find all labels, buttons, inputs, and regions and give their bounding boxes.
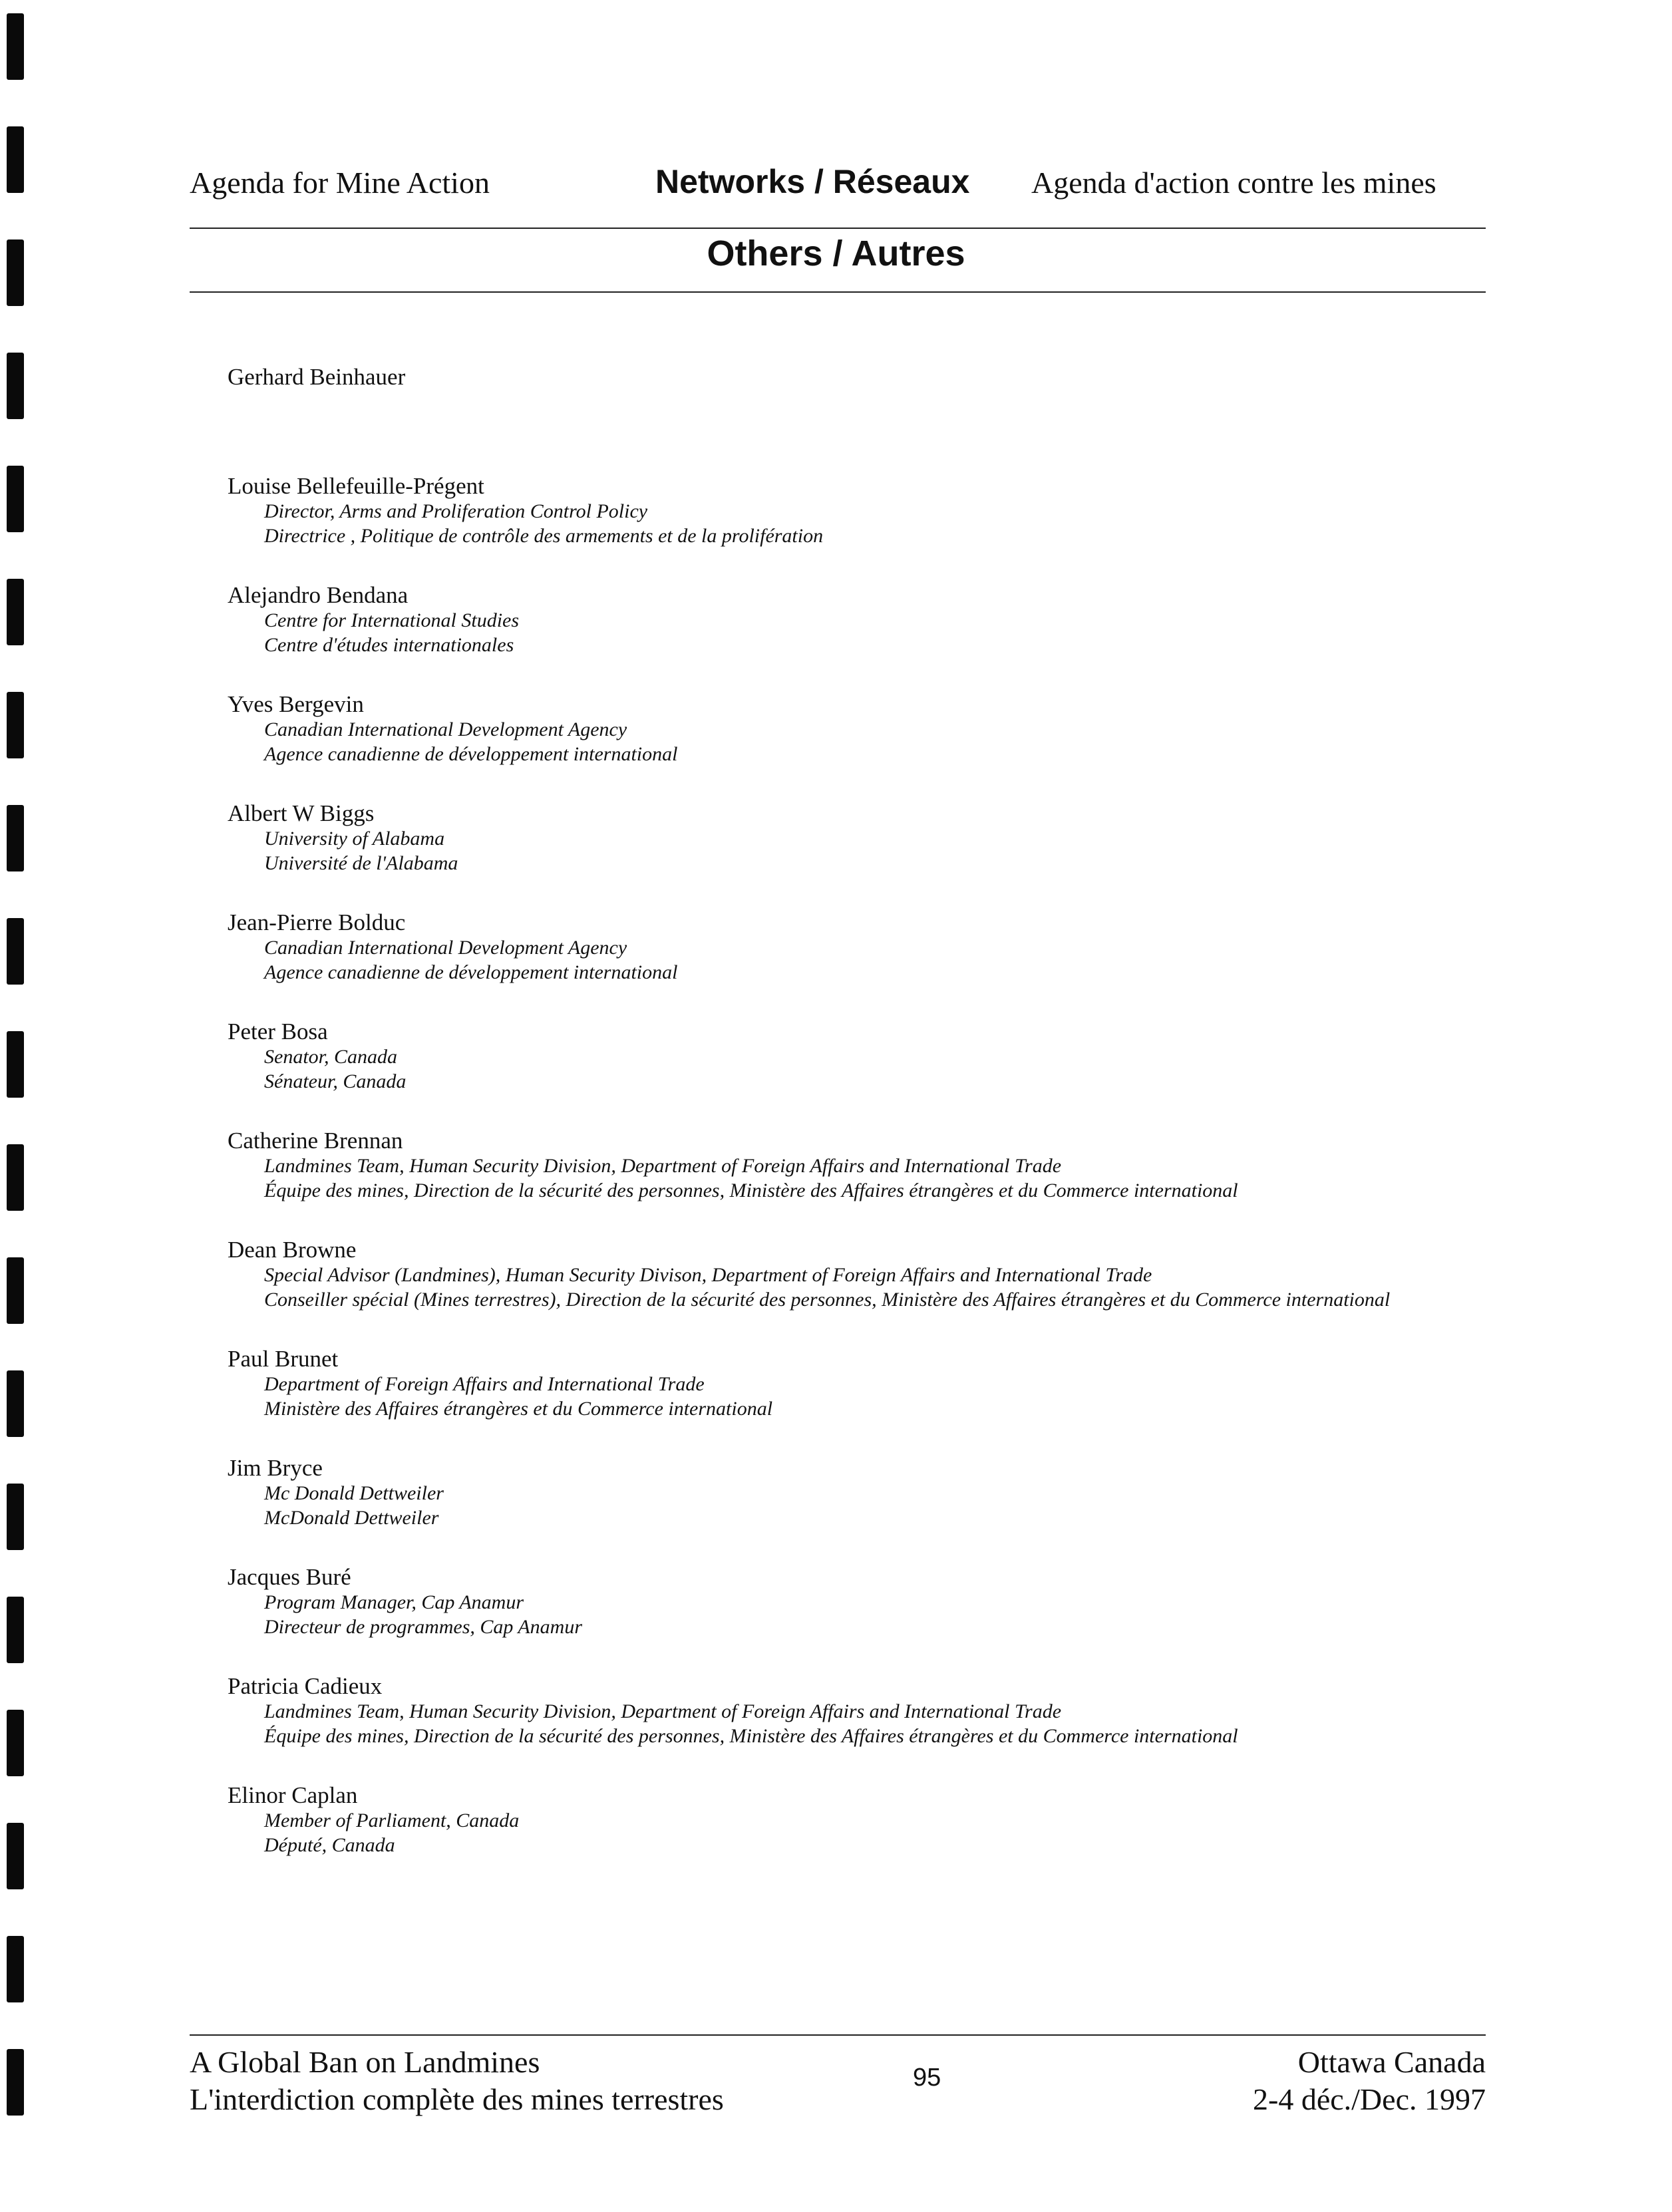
participant-entry (228, 1456, 1638, 1565)
affiliation-fr: Sénateur, Canada (264, 1070, 407, 1092)
binder-hole (7, 1597, 24, 1663)
participant-entry (228, 365, 1638, 474)
binder-hole (7, 126, 24, 193)
affiliation-en: University of Alabama (264, 828, 445, 850)
binder-hole (7, 1710, 24, 1776)
binder-hole (7, 1823, 24, 1889)
affiliation-fr: Directrice , Politique de contrôle des armements et de la prolifération (264, 525, 824, 547)
header-right-title: Agenda d'action contre les mines (1031, 166, 1436, 200)
participant-name: Albert W Biggs (228, 800, 375, 826)
affiliation-en: Director, Arms and Proliferation Control Policy (264, 500, 648, 522)
affiliation-fr: Centre d'études internationales (264, 634, 514, 656)
affiliation-fr: Équipe des mines, Direction de la sécurité des personnes, Ministère des Affaires étrangères et du Commerce international (264, 1180, 1238, 1201)
footer-left (190, 2044, 724, 2118)
affiliation-fr: McDonald Dettweiler (264, 1507, 439, 1529)
affiliation-fr: Directeur de programmes, Cap Anamur (264, 1616, 583, 1638)
affiliation-fr: Ministère des Affaires étrangères et du Commerce international (264, 1398, 773, 1420)
participant-name: Dean Browne (228, 1237, 357, 1263)
participant-name: Jacques Buré (228, 1564, 351, 1590)
affiliation-fr: Député, Canada (264, 1834, 395, 1856)
participant-entry (228, 1346, 1638, 1456)
binder-hole (7, 1257, 24, 1324)
participant-entry (228, 910, 1638, 1019)
footer-location: Ottawa Canada (1297, 2045, 1486, 2079)
participant-entry (228, 1019, 1638, 1128)
participant-list (228, 365, 1638, 1892)
binder-hole (7, 692, 24, 758)
participant-name: Catherine Brennan (228, 1128, 403, 1154)
footer-event-title-fr: L'interdiction complète des mines terrestres (190, 2082, 724, 2116)
participant-name: Jean-Pierre Bolduc (228, 909, 406, 935)
participant-entry (228, 583, 1638, 692)
affiliation-en: Program Manager, Cap Anamur (264, 1591, 524, 1613)
participant-name: Paul Brunet (228, 1346, 339, 1372)
participant-entry (228, 1674, 1638, 1783)
binder-hole (7, 353, 24, 419)
affiliation-fr: Agence canadienne de développement international (264, 743, 678, 765)
affiliation-fr: Équipe des mines, Direction de la sécurité des personnes, Ministère des Affaires étrangères et du Commerce international (264, 1725, 1238, 1747)
header-center-title: Networks / Réseaux (655, 163, 970, 200)
participant-name: Alejandro Bendana (228, 582, 409, 608)
footer-event-title-en: A Global Ban on Landmines (190, 2045, 540, 2079)
affiliation-en: Landmines Team, Human Security Division, Department of Foreign Affairs and International Trade (264, 1700, 1062, 1722)
participant-entry (228, 1128, 1638, 1237)
affiliation-fr: Agence canadienne de développement international (264, 961, 678, 983)
affiliation-en: Mc Donald Dettweiler (264, 1482, 444, 1504)
footer-right (1253, 2044, 1486, 2118)
participant-entry (228, 474, 1638, 583)
section-title: Others / Autres (707, 234, 965, 273)
participant-name: Elinor Caplan (228, 1782, 358, 1808)
participant-name: Yves Bergevin (228, 691, 364, 717)
binder-hole (7, 13, 24, 80)
affiliation-en: Senator, Canada (264, 1046, 398, 1068)
participant-entry (228, 1237, 1638, 1346)
binder-hole (7, 1144, 24, 1211)
binder-hole (7, 1484, 24, 1550)
affiliation-en: Canadian International Development Agency (264, 937, 627, 959)
affiliation-fr: Conseiller spécial (Mines terrestres), Direction de la sécurité des personnes, Ministère des Affaires étrangères et du Commerce international (264, 1289, 1391, 1311)
binder-hole (7, 918, 24, 985)
participant-entry (228, 1565, 1638, 1674)
affiliation-en: Department of Foreign Affairs and International Trade (264, 1373, 705, 1395)
affiliation-fr: Université de l'Alabama (264, 852, 458, 874)
participant-entry (228, 1783, 1638, 1892)
binder-hole (7, 579, 24, 645)
binder-hole (7, 2049, 24, 2116)
header-rule (190, 228, 1486, 229)
binder-hole (7, 1370, 24, 1437)
footer-dates: 2-4 déc./Dec. 1997 (1253, 2082, 1486, 2116)
participant-name: Jim Bryce (228, 1455, 323, 1481)
binder-hole (7, 466, 24, 532)
binder-hole (7, 1936, 24, 2002)
affiliation-en: Special Advisor (Landmines), Human Security Divison, Department of Foreign Affairs and International Trade (264, 1264, 1152, 1286)
section-rule (190, 291, 1486, 293)
participant-name: Gerhard Beinhauer (228, 364, 406, 390)
header-left-title: Agenda for Mine Action (190, 166, 490, 200)
binder-hole (7, 1031, 24, 1098)
footer-rule (190, 2034, 1486, 2036)
participant-name: Patricia Cadieux (228, 1673, 383, 1699)
binder-hole (7, 805, 24, 871)
page-number: 95 (913, 2064, 941, 2092)
participant-entry (228, 801, 1638, 910)
affiliation-en: Centre for International Studies (264, 609, 520, 631)
participant-name: Peter Bosa (228, 1019, 328, 1044)
participant-entry (228, 692, 1638, 801)
affiliation-en: Member of Parliament, Canada (264, 1810, 520, 1831)
affiliation-en: Canadian International Development Agency (264, 718, 627, 740)
participant-name: Louise Bellefeuille-Prégent (228, 473, 484, 499)
affiliation-en: Landmines Team, Human Security Division, Department of Foreign Affairs and International Trade (264, 1155, 1062, 1177)
